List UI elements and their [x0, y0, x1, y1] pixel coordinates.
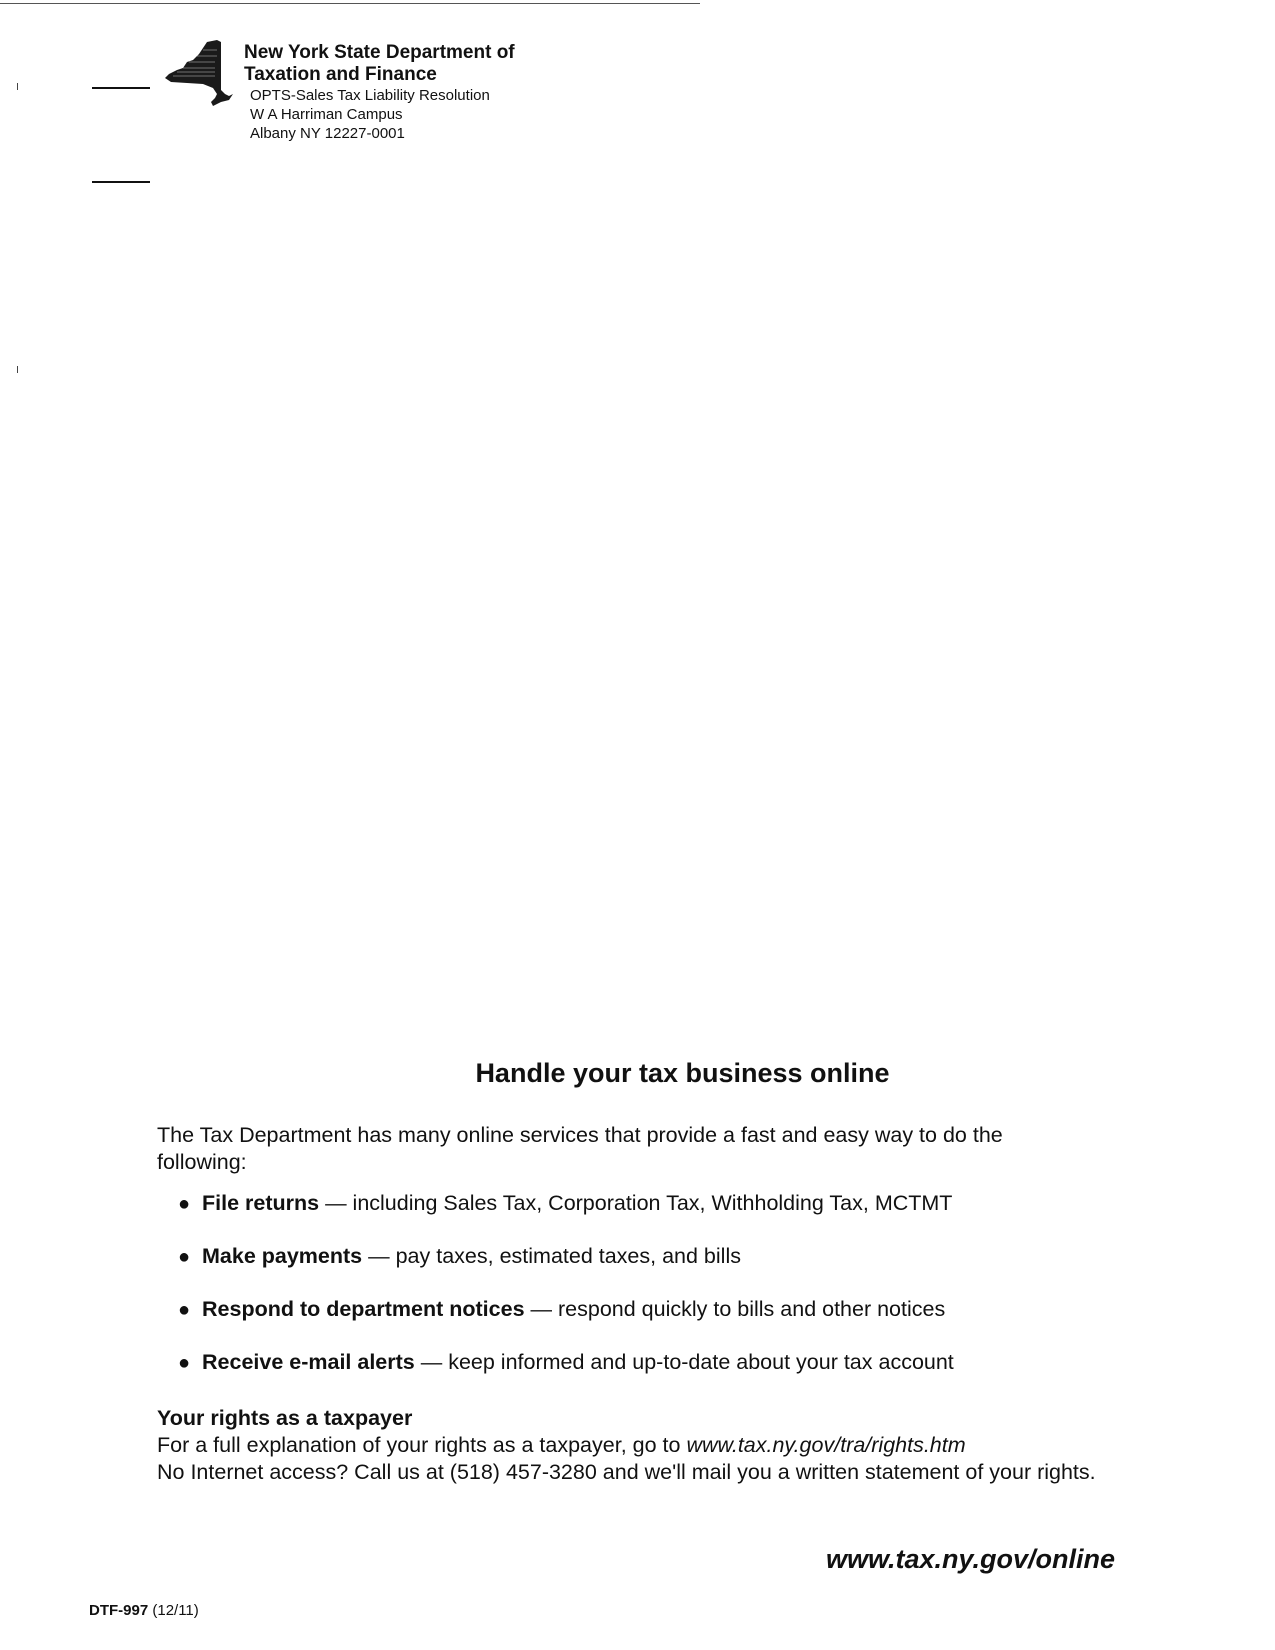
online-url-link[interactable]: www.tax.ny.gov/online [825, 1544, 1115, 1574]
intro-text: The Tax Department has many online services that provide a fast and easy way to do the following: [157, 1123, 1003, 1174]
list-item [178, 1190, 954, 1243]
sender-org-line-1: New York State Department of [244, 42, 515, 63]
fold-mark-top [92, 87, 150, 89]
bullet-icon: ● [178, 1193, 191, 1215]
service-desc: — pay taxes, estimated taxes, and bills [368, 1244, 741, 1268]
service-title: File returns [202, 1191, 320, 1215]
rights-text-1: For a full explanation of your rights as a taxpayer, go to [157, 1433, 681, 1457]
page-heading: Handle your tax business online [475, 1058, 890, 1088]
list-item [178, 1296, 954, 1349]
service-title: Make payments [202, 1244, 363, 1268]
scan-tick [17, 366, 18, 373]
sender-unit: OPTS-Sales Tax Liability Resolution [250, 87, 490, 104]
sender-org-line-2: Taxation and Finance [244, 64, 437, 85]
sender-address-line-1: W A Harriman Campus [250, 106, 403, 123]
form-identifier [89, 1602, 199, 1619]
ny-state-map-icon [163, 40, 235, 108]
service-desc: — respond quickly to bills and other notices [530, 1297, 946, 1321]
bullet-icon: ● [178, 1299, 191, 1321]
taxpayer-rights-section [157, 1405, 1117, 1486]
fold-mark-bottom [92, 181, 150, 183]
form-date: (12/11) [152, 1602, 199, 1619]
top-rule [0, 3, 700, 4]
form-number: DTF-997 [89, 1602, 149, 1619]
rights-url-link[interactable]: www.tax.ny.gov/tra/rights.htm [686, 1433, 966, 1457]
sender-address-line-2: Albany NY 12227-0001 [250, 125, 405, 142]
service-title: Respond to department notices [202, 1297, 525, 1321]
bullet-icon: ● [178, 1352, 191, 1374]
list-item [178, 1243, 954, 1296]
sender-address-block [244, 42, 515, 143]
service-title: Receive e-mail alerts [202, 1350, 415, 1374]
scan-tick [17, 83, 18, 90]
rights-text [157, 1432, 1117, 1459]
rights-title: Your rights as a taxpayer [157, 1406, 413, 1430]
rights-text-2: No Internet access? Call us at (518) 457-3280 and we'll mail you a written statement of your rights. [157, 1460, 1096, 1484]
bullet-icon: ● [178, 1246, 191, 1268]
list-item [178, 1349, 954, 1402]
service-desc: — including Sales Tax, Corporation Tax, Withholding Tax, MCTMT [325, 1191, 953, 1215]
services-list [178, 1190, 954, 1402]
service-desc: — keep informed and up-to-date about your tax account [420, 1350, 954, 1374]
